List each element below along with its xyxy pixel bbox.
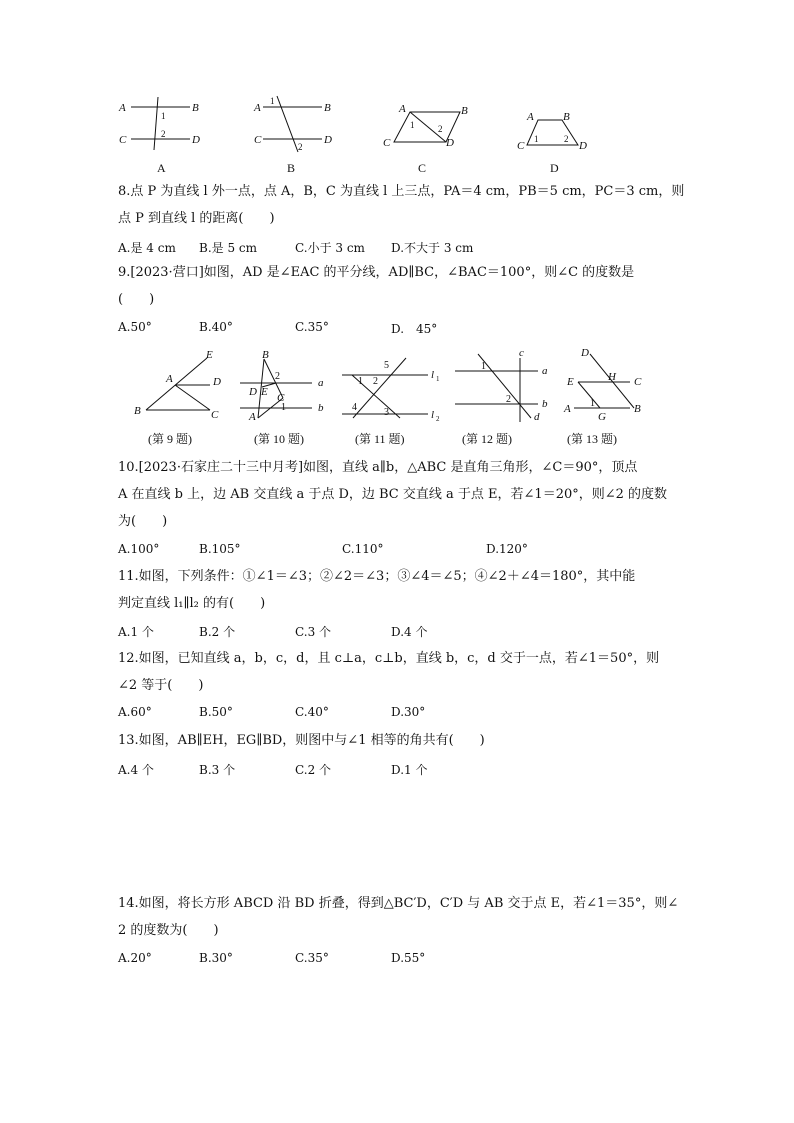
svg-text:A: A: [254, 102, 261, 114]
svg-text:A: A: [249, 411, 256, 423]
svg-text:B: B: [324, 102, 331, 114]
q7-figure-b: [253, 96, 332, 175]
q8-option-d: D.不大于 3 cm: [391, 241, 474, 255]
svg-text:l: l: [431, 409, 435, 421]
q13-option-a: A.4 个: [118, 763, 154, 777]
svg-text:C: C: [383, 137, 391, 149]
q10-option-a: A.100°: [118, 542, 160, 556]
svg-text:A: A: [157, 161, 166, 175]
svg-text:A: A: [527, 111, 534, 123]
svg-text:C: C: [254, 134, 262, 146]
figure-q10: [240, 349, 324, 446]
q10-stem-line2: A 在直线 b 上，边 AB 交直线 a 于点 D，边 BC 交直线 a 于点 E，若∠1＝20°，则∠2 的度数: [118, 487, 668, 502]
svg-text:H: H: [608, 371, 616, 383]
svg-text:2: 2: [506, 394, 511, 405]
svg-text:1: 1: [436, 375, 440, 383]
svg-text:A: A: [399, 103, 406, 115]
q14-stem-line1: 14.如图，将长方形 ABCD 沿 BD 折叠，得到△BC′D，C′D 与 AB 交于点 E，若∠1＝35°，则∠: [118, 896, 679, 911]
svg-text:(第 10 题): (第 10 题): [254, 432, 304, 446]
q10-option-c: C.110°: [342, 542, 384, 556]
q12-option-a: A.60°: [118, 705, 152, 719]
svg-text:2: 2: [438, 124, 443, 134]
svg-text:(第 9 题): (第 9 题): [148, 432, 192, 446]
q11-option-a: A.1 个: [118, 625, 154, 639]
q14-option-a: A.20°: [118, 951, 152, 965]
q11-option-c: C.3 个: [295, 625, 332, 639]
svg-text:b: b: [542, 398, 548, 410]
svg-text:B: B: [134, 405, 141, 417]
q14-option-b: B.30°: [199, 951, 233, 965]
svg-text:a: a: [318, 377, 324, 389]
svg-text:B: B: [461, 105, 468, 117]
q8-option-a: A.是 4 cm: [118, 241, 176, 255]
q10-stem-line1: 10.[2023·石家庄二十三中月考]如图，直线 a∥b，△ABC 是直角三角形，∠C＝90°，顶点: [118, 460, 638, 475]
svg-text:D: D: [249, 386, 257, 398]
svg-text:A: A: [119, 102, 126, 114]
q13-option-d: D.1 个: [391, 763, 428, 777]
svg-text:G: G: [598, 411, 606, 423]
svg-text:A: A: [564, 403, 571, 415]
q14-option-d: D.55°: [391, 951, 426, 965]
svg-text:B: B: [287, 161, 296, 175]
q10-option-d: D.120°: [486, 542, 528, 556]
svg-text:D: D: [213, 376, 221, 388]
q11-option-b: B.2 个: [199, 625, 236, 639]
svg-text:5: 5: [384, 360, 389, 371]
figure-row: [0, 340, 794, 450]
svg-text:(第 13 题): (第 13 题): [567, 432, 617, 446]
svg-text:D: D: [324, 134, 332, 146]
svg-text:1: 1: [358, 376, 363, 387]
svg-text:b: b: [318, 402, 324, 414]
svg-text:C: C: [634, 376, 642, 388]
svg-text:C: C: [277, 392, 285, 404]
svg-text:2: 2: [298, 142, 303, 152]
svg-text:1: 1: [534, 134, 539, 144]
q12-option-c: C.40°: [295, 705, 329, 719]
svg-text:B: B: [563, 111, 570, 123]
svg-text:E: E: [261, 386, 268, 398]
svg-text:2: 2: [161, 129, 166, 139]
q13-option-c: C.2 个: [295, 763, 332, 777]
figure-q9: [134, 349, 221, 446]
svg-text:2: 2: [373, 376, 378, 387]
svg-text:c: c: [519, 347, 524, 359]
q12-option-b: B.50°: [199, 705, 233, 719]
svg-text:E: E: [567, 376, 574, 388]
q12-stem-line1: 12.如图，已知直线 a，b，c，d，且 c⊥a，c⊥b，直线 b，c，d 交于一点，若∠1＝50°，则: [118, 651, 660, 666]
svg-text:l: l: [431, 369, 435, 381]
svg-text:(第 11 题): (第 11 题): [355, 432, 405, 446]
svg-text:D: D: [446, 137, 454, 149]
svg-text:B: B: [262, 349, 269, 361]
svg-text:1: 1: [270, 96, 275, 106]
svg-text:C: C: [119, 134, 127, 146]
svg-text:D: D: [581, 347, 589, 359]
svg-text:C: C: [517, 140, 525, 152]
q13-option-b: B.3 个: [199, 763, 236, 777]
q7-figure-c: [383, 103, 468, 175]
q12-stem-line2: ∠2 等于( ): [118, 678, 204, 693]
q8-stem-line2: 点 P 到直线 l 的距离( ): [118, 211, 275, 226]
figure-q12: [455, 347, 548, 446]
q9-option-d: D. 45°: [391, 322, 438, 336]
svg-text:d: d: [534, 411, 540, 423]
q9-stem-line2: ( ): [118, 292, 155, 307]
svg-text:(第 12 题): (第 12 题): [462, 432, 512, 446]
q11-stem-line1: 11.如图，下列条件：①∠1＝∠3；②∠2＝∠3；③∠4＝∠5；④∠2＋∠4＝180°，其中能: [118, 569, 636, 584]
q9-option-a: A.50°: [118, 320, 152, 334]
svg-text:B: B: [634, 403, 641, 415]
svg-text:A: A: [166, 373, 173, 385]
q8-option-c: C.小于 3 cm: [295, 241, 365, 255]
q8-option-b: B.是 5 cm: [199, 241, 257, 255]
svg-text:1: 1: [161, 111, 166, 121]
svg-text:C: C: [418, 161, 427, 175]
q12-option-d: D.30°: [391, 705, 426, 719]
q11-stem-line2: 判定直线 l₁∥l₂ 的有( ): [118, 596, 266, 611]
svg-text:2: 2: [564, 134, 569, 144]
q7-figure-a: [118, 97, 200, 175]
svg-text:1: 1: [410, 120, 415, 130]
svg-text:a: a: [542, 365, 548, 377]
q13-stem-line1: 13.如图，AB∥EH，EG∥BD，则图中与∠1 相等的角共有( ): [118, 733, 485, 748]
svg-text:C: C: [211, 409, 219, 421]
svg-text:B: B: [192, 102, 199, 114]
q9-option-c: C.35°: [295, 320, 329, 334]
q9-stem-line1: 9.[2023·营口]如图，AD 是∠EAC 的平分线，AD∥BC，∠BAC＝100°，则∠C 的度数是: [118, 265, 635, 280]
q11-option-d: D.4 个: [391, 625, 428, 639]
q14-stem-line2: 2 的度数为( ): [118, 923, 219, 938]
svg-text:1: 1: [481, 361, 486, 372]
figure-q11: [342, 358, 440, 446]
svg-text:D: D: [579, 140, 587, 152]
q7-figure-d: [517, 111, 587, 175]
svg-text:E: E: [206, 349, 213, 361]
svg-text:4: 4: [352, 402, 357, 413]
svg-text:3: 3: [384, 407, 389, 418]
q10-option-b: B.105°: [199, 542, 241, 556]
svg-text:1: 1: [590, 398, 595, 409]
q7-figures: [0, 0, 794, 180]
figure-q13: [563, 347, 642, 446]
svg-text:2: 2: [436, 415, 440, 423]
svg-text:D: D: [550, 161, 559, 175]
q14-option-c: C.35°: [295, 951, 329, 965]
svg-text:D: D: [192, 134, 200, 146]
q10-stem-line3: 为( ): [118, 514, 168, 529]
q9-option-b: B.40°: [199, 320, 233, 334]
q8-stem-line1: 8.点 P 为直线 l 外一点，点 A，B，C 为直线 l 上三点，PA＝4 cm，PB＝5 cm，PC＝3 cm，则: [118, 184, 685, 199]
svg-text:2: 2: [275, 371, 280, 382]
svg-text:1: 1: [281, 402, 286, 413]
